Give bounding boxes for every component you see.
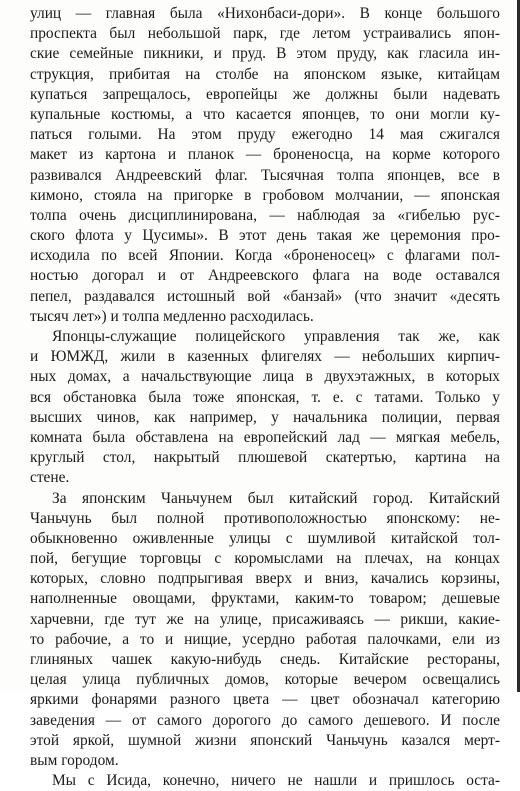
text-line: ские семейные пикники, и пруд. В этом пруду, как гласила ин- [30,45,500,63]
text-line: ных домах, а начальствующие лица в двухэтажных, в которых [30,368,500,386]
text-line: комната была обставлена на европейский лад — мягкая мебель, [30,428,500,446]
text-line: исходила по всей Японии. Когда «броненосец» с флагами пол- [30,247,500,265]
text-line: толпа очень дисциплинирована, — наблюдая за «гибелью рус- [30,206,500,224]
paragraph-start: За японским Чаньчунем был китайский город. Китайский [52,489,500,507]
text-line: купальные костюмы, а что касается японцев, то они могли ку- [30,105,500,123]
text-line: которых, словно подпрыгивая вверх и вниз, качались корзины, [30,570,500,588]
text-line: кимоно, стояла на пригорке в гробовом молчании, — японская [30,186,500,204]
text-line: вым городом. [30,751,119,769]
text-line: наполненные овощами, фруктами, каким-то товаром; дешевые [30,590,500,608]
text-line: развивался Андреевский флаг. Тысячная толпа японцев, все в [30,166,500,184]
text-line: стене. [30,469,70,487]
text-line: харчевни, где тут же на улице, присаживаясь — рикши, какие- [30,610,500,628]
text-line: яркими фонарями разного цвета — цвет обозначал категорию [30,691,500,709]
text-line: глиняных чашек какую-нибудь снедь. Китайские рестораны, [30,651,500,668]
text-line: вся обстановка была тоже японская, т. е. с татами. Только у [30,388,500,406]
text-line: струкция, прибитая на столбе на японском языке, китайцам [30,65,500,83]
text-line: и ЮМЖД, жили в казенных флигелях — небольших кирпич- [30,348,500,366]
body-text [30,4,500,791]
text-line: макет из картона и планок — броненосца, на корме которого [30,146,500,164]
text-line: улиц — главная была «Нихонбаси-дори». В конце большого [30,5,500,22]
text-line: этой яркой, шумной жизни японский Чаньчунь казался мерт- [30,731,500,749]
paragraph-start: Японцы-служащие полицейского управления так же, как [52,328,500,345]
text-line: ностью догорал и от Андреевского флага на воде оставался [30,267,500,285]
text-line: Чаньчунь был полной противоположностью японскому: не- [30,509,500,527]
text-line: ского флота у Цусимы». В этот день такая же церемония про- [30,227,500,245]
text-line: круглый стол, накрытый плюшевой скатертью, картина на [30,449,500,467]
text-line: пой, бегущие торговцы с коромыслами на плечах, на концах [30,550,500,568]
text-line: купаться запрещалось, европейцы же должны были надевать [30,85,500,103]
text-line: паться голыми. На этом пруду ежегодно 14 мая сжигался [30,126,500,144]
text-line: проспекта был небольшой парк, где летом устраивались япон- [30,25,500,43]
text-line: обыкновенно оживленные улицы с шумливой китайской тол- [30,529,500,547]
text-line: целая улица публичных домов, которые вечером освещались [30,671,500,689]
text-line: заведения — от самого дорогого до самого дешевого. И после [30,711,500,729]
text-line: тысяч лет») и толпа медленно расходилась. [30,307,314,325]
text-line: пепел, раздавался истошный вой «банзай» (что значит «десять [30,287,500,305]
text-line: то рабочие, а то и нищие, усердно работая палочками, ели из [30,630,500,648]
text-line: высших чинов, как например, у начальника полиции, первая [30,408,500,426]
paragraph-start: Мы с Исида, конечно, ничего не нашли и пришлось оста- [52,772,500,790]
